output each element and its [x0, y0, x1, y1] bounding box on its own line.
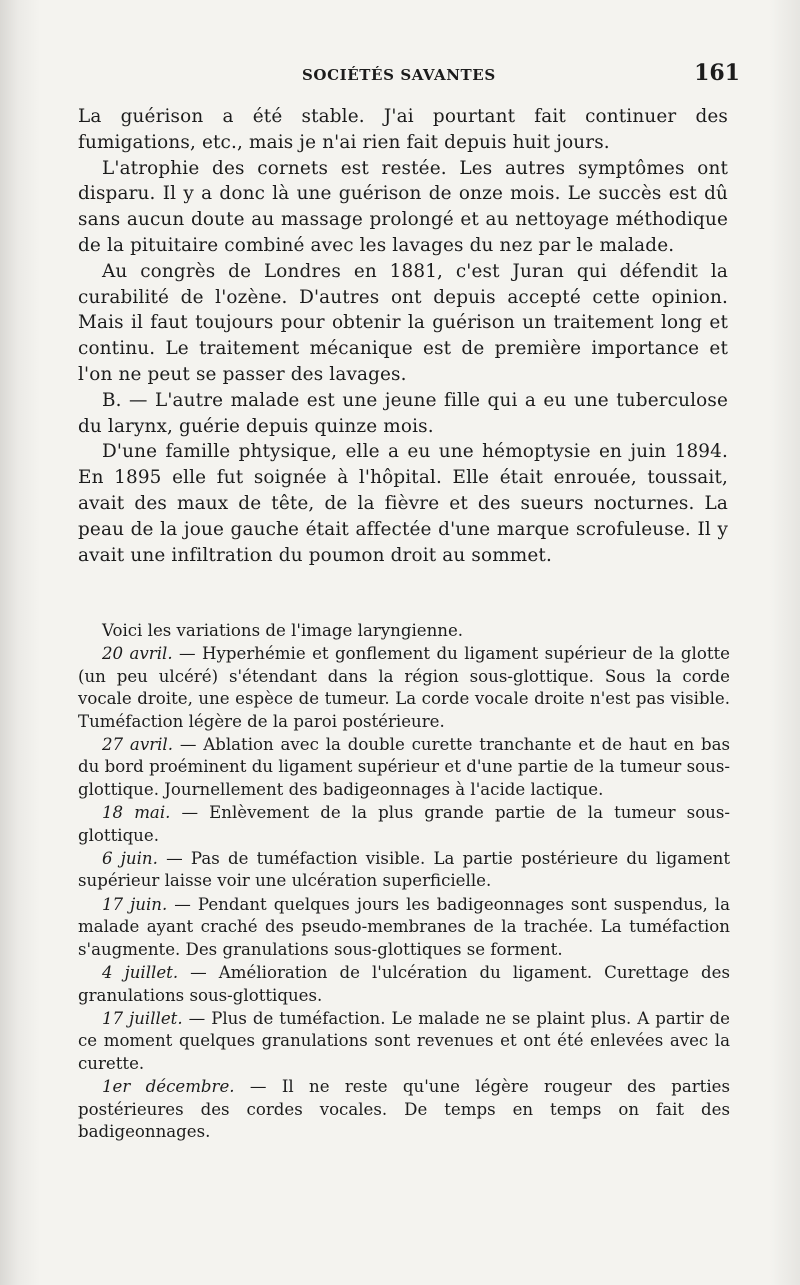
paragraph: La guérison a été stable. J'ai pourtant fait continuer des fumigations, etc., mais je n'ai rien fait depuis huit jours.	[78, 106, 728, 153]
note-entry	[78, 894, 730, 961]
note-text: — Pendant quelques jours les badigeonnages sont suspendus, la malade ayant craché des pseudo-membranes de la trachée. La tuméfaction s'augmente. Des granulations sous-glottiques se forment.	[78, 894, 730, 959]
note-text: — Enlèvement de la plus grande partie de la tumeur sous-glottique.	[78, 803, 730, 845]
note-entry	[78, 1076, 730, 1143]
note-date: 4 juillet.	[102, 963, 179, 983]
note-text: — Pas de tuméfaction visible. La partie postérieure du ligament supérieur laisse voir une ulcération superficielle.	[78, 849, 731, 891]
notes-intro: Voici les variations de l'image laryngienne.	[102, 621, 464, 640]
note-date: 1er décembre.	[102, 1077, 235, 1097]
note-date: 17 juin.	[102, 894, 168, 914]
note-date: 18 mai.	[102, 803, 171, 823]
paragraph: L'atrophie des cornets est restée. Les autres symptômes ont disparu. Il y a donc là une guérison de onze mois. Le succès est dû sans aucun doute au massage prolongé et au nettoyage méthodique de la pituitaire combiné avec les lavages du nez par le malade.	[78, 157, 728, 256]
page-header	[80, 62, 740, 92]
note-date: 17 juillet.	[102, 1008, 183, 1028]
note-entry	[78, 734, 730, 801]
note-text: — Hyperhémie et gonflement du ligament supérieur de la glotte (un peu ulcéré) s'étendant dans la région sous-glottique. Sous la corde vocale droite, une espèce de tumeur. La corde vocale droite n'est pas visible. Tuméfaction légère de la paroi postérieure.	[78, 644, 730, 731]
note-text: — Il ne reste qu'une légère rougeur des parties postérieures des cordes vocales. De temps en temps on fait des badigeonnages.	[78, 1077, 730, 1141]
note-entry	[78, 1008, 730, 1075]
note-text: — Plus de tuméfaction. Le malade ne se plaint plus. A partir de ce moment quelques granulations sont revenues et ont été enlevées avec la curette.	[78, 1008, 730, 1073]
note-date: 20 avril.	[102, 644, 173, 664]
note-entry	[78, 802, 730, 847]
note-text: — Amélioration de l'ulcération du ligament. Curettage des granulations sous-glottiques.	[78, 963, 730, 1005]
paragraph: Au congrès de Londres en 1881, c'est Juran qui défendit la curabilité de l'ozène. D'autres ont depuis accepté cette opinion. Mais il faut toujours pour obtenir la guérison un traitement long et continu. Le traitement mécanique est de première importance et l'on ne peut se passer des lavages.	[78, 260, 728, 385]
note-entry	[78, 848, 730, 893]
note-date: 6 juin.	[102, 849, 158, 869]
note-text: — Ablation avec la double curette tranchante et de haut en bas du bord proéminent du ligament supérieur et d'une partie de la tumeur sous-glottique. Journellement des badigeonnages à l'acide lactique.	[78, 735, 730, 799]
main-text	[78, 104, 728, 568]
paragraph: D'une famille phtysique, elle a eu une hémoptysie en juin 1894. En 1895 elle fut soignée à l'hôpital. Elle était enrouée, toussait, avait des maux de tête, de la fièvre et des sueurs nocturnes. La peau de la joue gauche était affectée d'une marque scrofuleuse. Il y avait une infiltration du poumon droit au sommet.	[78, 441, 728, 566]
note-date: 27 avril.	[102, 735, 174, 755]
running-head: SOCIÉTÉS SAVANTES	[302, 66, 496, 84]
note-entry	[78, 962, 730, 1007]
paragraph: B. — L'autre malade est une jeune fille qui a eu une tuberculose du larynx, guérie depuis quinze mois.	[78, 389, 728, 437]
note-entry	[78, 643, 730, 733]
page-number: 161	[694, 60, 740, 86]
laryngeal-notes	[78, 620, 730, 1143]
